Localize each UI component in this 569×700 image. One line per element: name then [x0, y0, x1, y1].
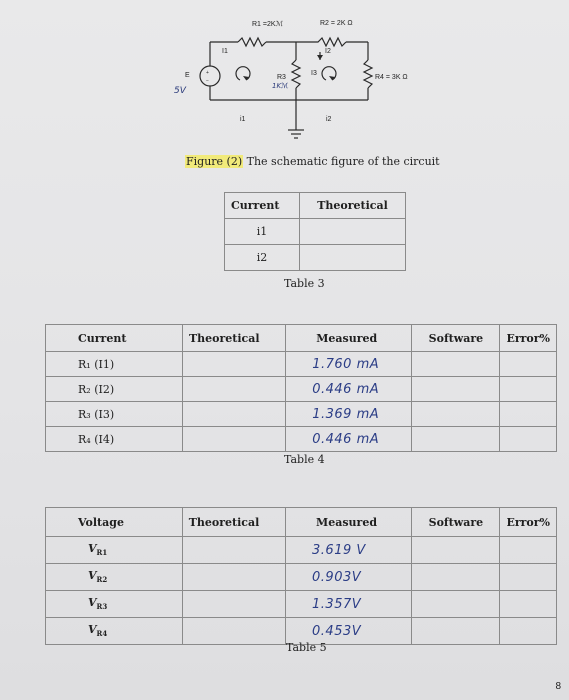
theoretical-cell [182, 427, 285, 452]
row-label: i2 [225, 245, 300, 271]
header-current: Current [46, 325, 183, 352]
table-row [46, 427, 557, 452]
theoretical-cell [182, 402, 285, 427]
error-cell [500, 427, 557, 452]
header-theoretical: Theoretical [182, 325, 285, 352]
header-error: Error% [500, 325, 557, 352]
table-5-caption: Table 5 [286, 641, 327, 654]
i2-top-label: I2 [325, 48, 331, 55]
table-row [46, 352, 557, 377]
page-number: 8 [555, 681, 561, 692]
theoretical-cell [182, 377, 285, 402]
measured-cell: 0.446 mA [286, 427, 412, 452]
table-row [46, 537, 557, 564]
table-header-row [225, 193, 406, 219]
i3-label: I3 [311, 70, 317, 77]
table-4-caption: Table 4 [284, 453, 325, 466]
error-cell [500, 537, 557, 564]
header-measured: Measured [286, 325, 412, 352]
theoretical-cell [182, 591, 285, 618]
measured-cell: 3.619 V [286, 537, 412, 564]
table-5 [45, 507, 557, 645]
table-row [46, 377, 557, 402]
row-label: $V_{R4}$ [46, 618, 183, 645]
loop-i1-label: i1 [240, 116, 246, 123]
software-cell [412, 352, 500, 377]
i1-top-label: I1 [222, 48, 228, 55]
header-theoretical: Theoretical [300, 193, 406, 219]
theoretical-cell [182, 564, 285, 591]
circuit-schematic [160, 8, 420, 148]
error-cell [500, 352, 557, 377]
software-cell [412, 377, 500, 402]
table-row [225, 219, 406, 245]
table-3 [224, 192, 406, 271]
error-cell [500, 618, 557, 645]
measured-cell: 0.903V [286, 564, 412, 591]
row-label: $V_{R2}$ [46, 564, 183, 591]
table-row [46, 564, 557, 591]
error-cell [500, 377, 557, 402]
measured-cell: 1.369 mA [286, 402, 412, 427]
theoretical-cell [300, 219, 406, 245]
table-header-row [46, 508, 557, 537]
error-cell [500, 564, 557, 591]
table-row [46, 591, 557, 618]
theoretical-cell [182, 537, 285, 564]
table-header-row [46, 325, 557, 352]
row-label: $V_{R3}$ [46, 591, 183, 618]
measured-cell: 1.357V [286, 591, 412, 618]
measured-cell: 1.760 mA [286, 352, 412, 377]
measured-cell: 0.446 mA [286, 377, 412, 402]
software-cell [412, 591, 500, 618]
source-label: E [185, 72, 190, 79]
software-cell [412, 427, 500, 452]
table-row [225, 245, 406, 271]
source-value: 5V [174, 86, 186, 96]
row-label: R₂ (I2) [46, 377, 183, 402]
figure-caption-text: The schematic figure of the circuit [246, 155, 440, 168]
header-software: Software [412, 325, 500, 352]
r3-label: R3 [277, 74, 286, 81]
header-voltage: Voltage [46, 508, 183, 537]
row-label: R₄ (I4) [46, 427, 183, 452]
theoretical-cell [182, 618, 285, 645]
header-theoretical: Theoretical [182, 508, 285, 537]
row-label: $V_{R1}$ [46, 537, 183, 564]
theoretical-cell [182, 352, 285, 377]
theoretical-cell [300, 245, 406, 271]
figure-caption [185, 155, 440, 168]
r3-value: 1Kℳ [272, 82, 289, 90]
svg-text:−: − [206, 78, 209, 84]
error-cell [500, 402, 557, 427]
r2-label: R2 = 2K Ω [320, 20, 353, 27]
r4-label: R4 = 3K Ω [375, 74, 408, 81]
header-software: Software [412, 508, 500, 537]
software-cell [412, 618, 500, 645]
svg-text:+: + [206, 70, 209, 76]
loop-i2-label: i2 [326, 116, 332, 123]
row-label: R₃ (I3) [46, 402, 183, 427]
software-cell [412, 402, 500, 427]
software-cell [412, 537, 500, 564]
software-cell [412, 564, 500, 591]
r1-label: R1 =2Kℳ [252, 21, 284, 28]
measured-cell: 0.453V [286, 618, 412, 645]
header-current: Current [225, 193, 300, 219]
table-4 [45, 324, 557, 452]
table-3-caption: Table 3 [284, 277, 325, 290]
figure-number: Figure (2) [186, 155, 243, 168]
error-cell [500, 591, 557, 618]
row-label: R₁ (I1) [46, 352, 183, 377]
table-row [46, 402, 557, 427]
header-measured: Measured [286, 508, 412, 537]
header-error: Error% [500, 508, 557, 537]
row-label: i1 [225, 219, 300, 245]
